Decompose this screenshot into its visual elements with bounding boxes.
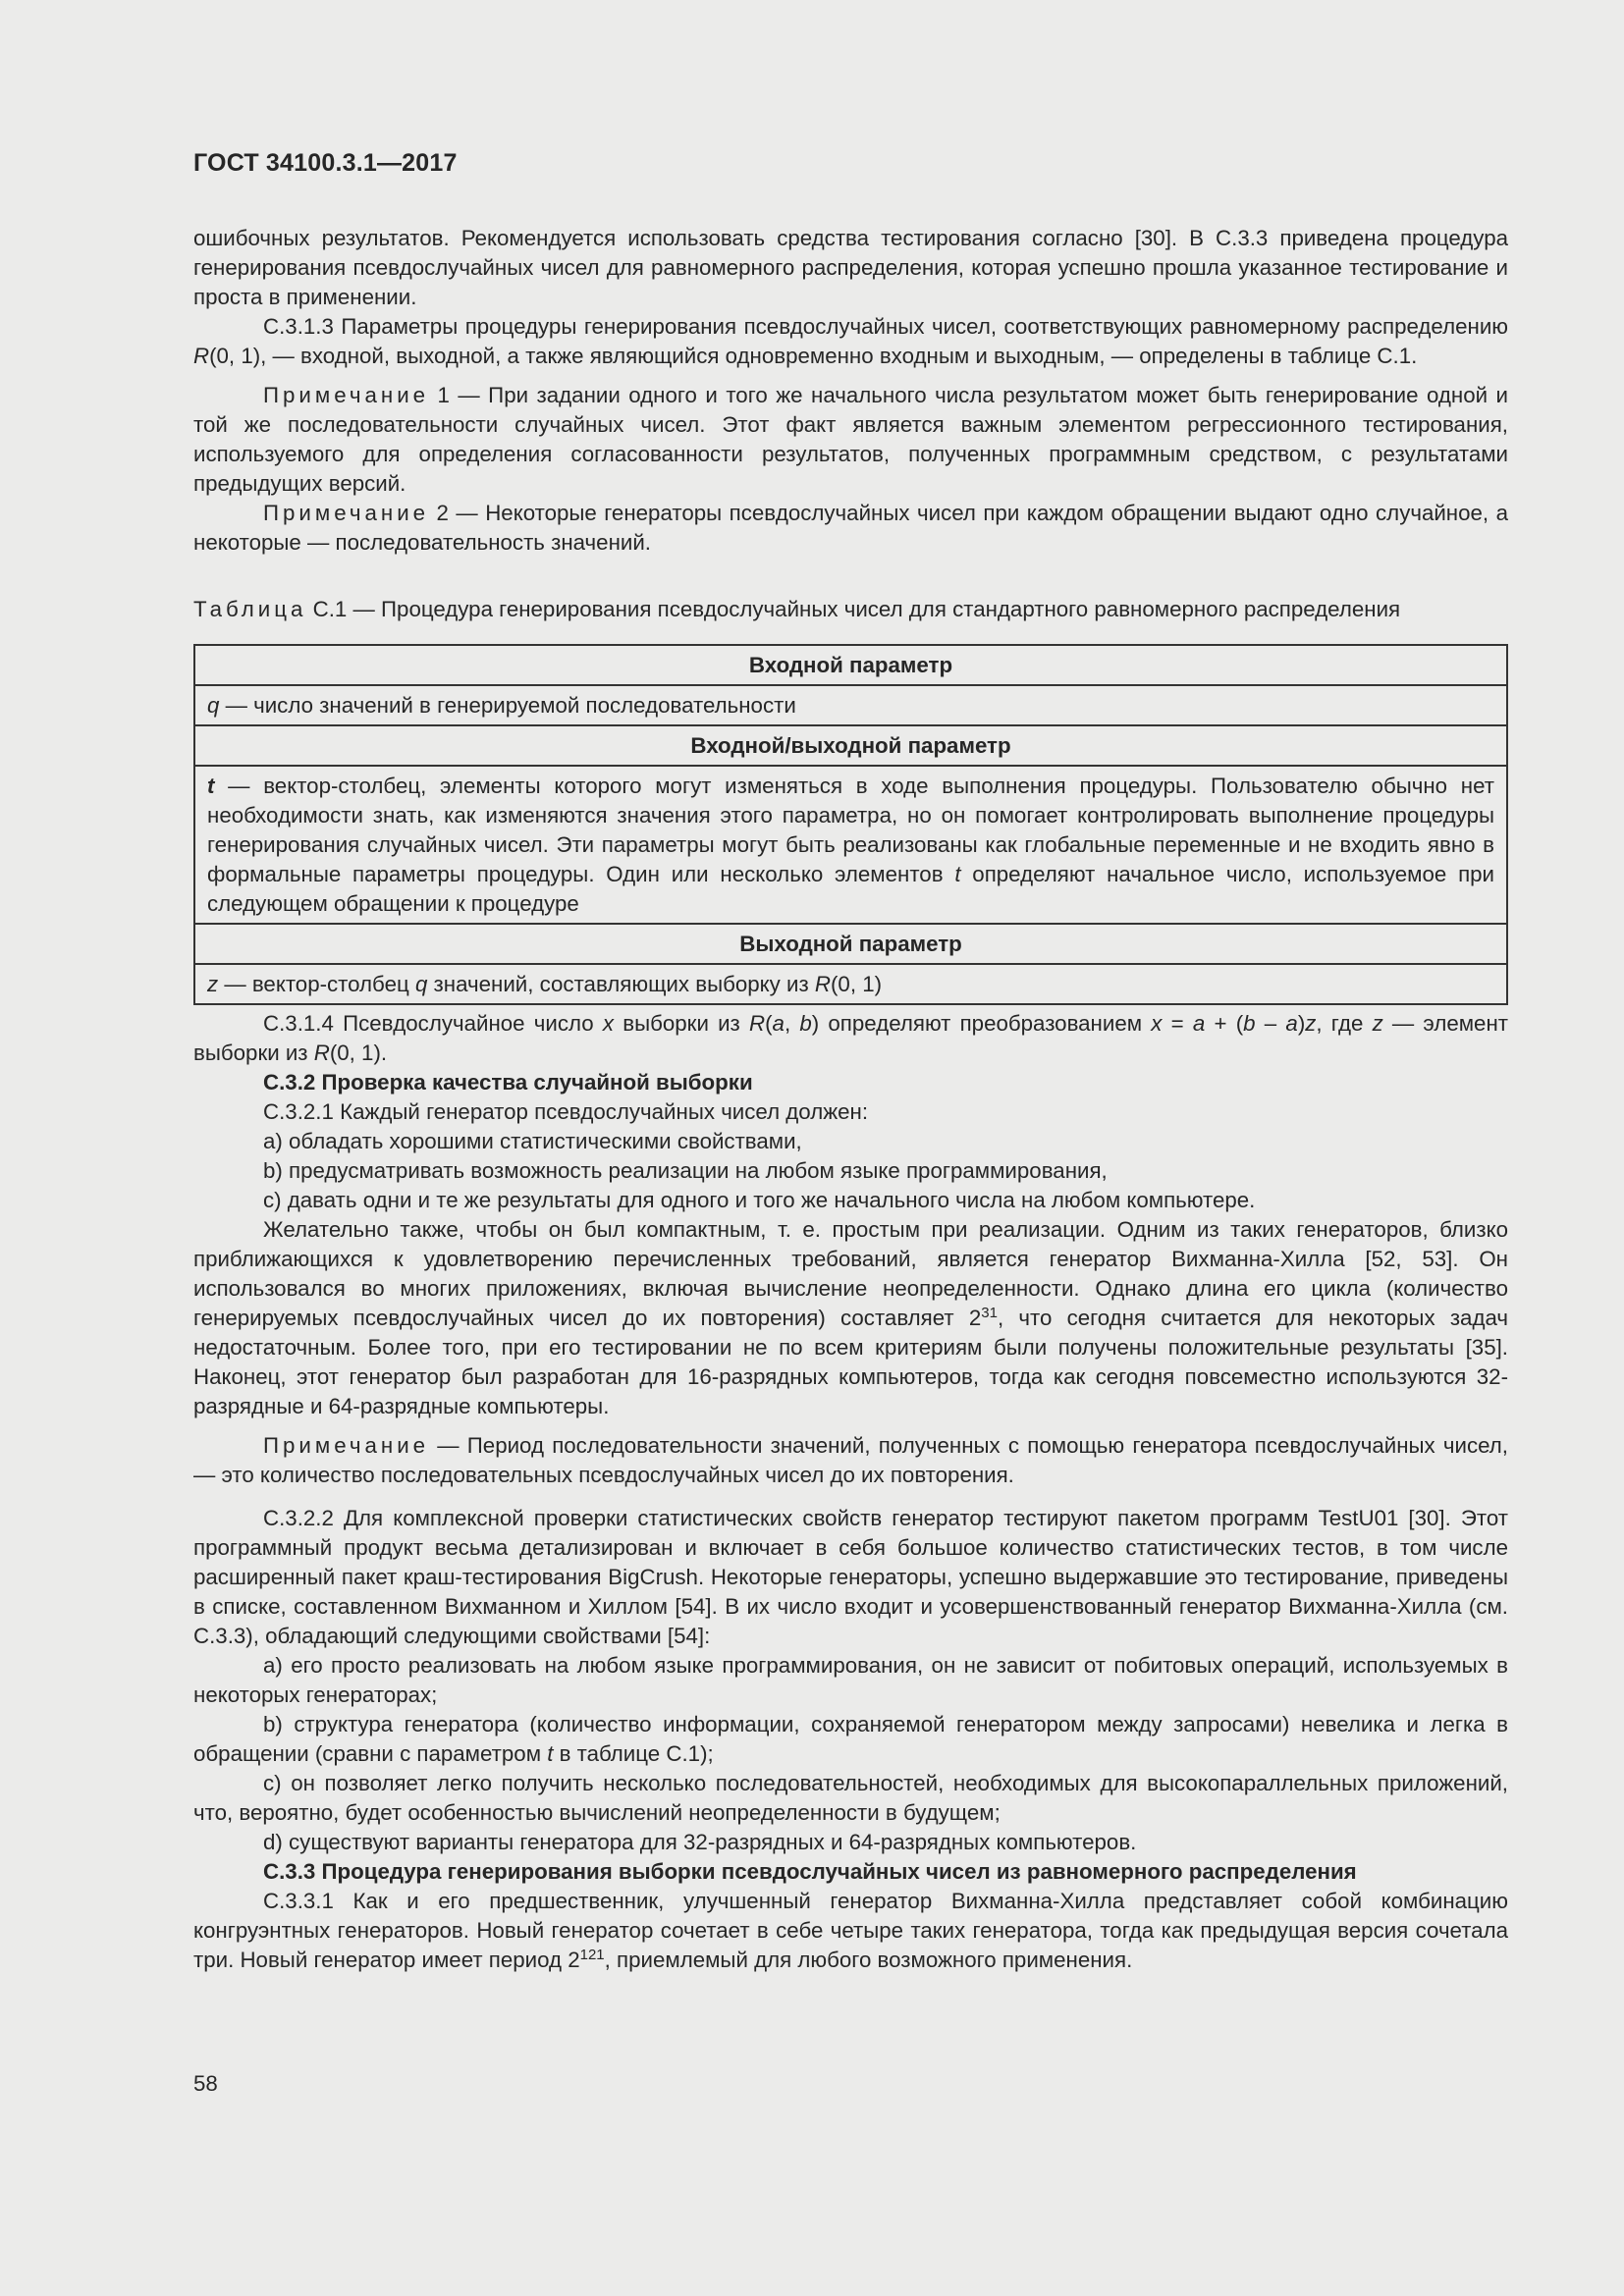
note-text: — Период последовательности значений, полученных с помощью генератора псевдослучайных чисел, — это количество последовательных псевдослучайных чисел до их повторения. bbox=[193, 1433, 1508, 1487]
list-item bbox=[193, 1710, 1508, 1769]
variable: R bbox=[749, 1011, 766, 1036]
text-span: ) bbox=[1297, 1011, 1306, 1036]
variable: z bbox=[1372, 1011, 1383, 1036]
text-span: + ( bbox=[1205, 1011, 1244, 1036]
variable: R bbox=[193, 344, 210, 368]
list-item: d) существуют варианты генератора для 32-разрядных и 64-разрядных компьютеров. bbox=[263, 1830, 1137, 1854]
text-span: — вектор-столбец, элементы которого могут изменяться в ходе выполнения процедуры. Пользователю обычно нет необходимости знать, как изменяются значения этого параметра, но он помогает контролировать выполнение процедуры генерирования случайных чисел. Эти параметры могут быть реализованы как глобальные переменные и не входить явно в формальные параметры процедуры. Один или несколько элементов bbox=[207, 774, 1494, 886]
text-span: ) определяют преобразованием bbox=[811, 1011, 1152, 1036]
variable: b bbox=[1243, 1011, 1256, 1036]
text-span: , bbox=[784, 1011, 800, 1036]
section-heading-c32: С.3.2 Проверка качества случайной выборки bbox=[263, 1070, 753, 1095]
parameters-table bbox=[193, 644, 1508, 1005]
text-span: – bbox=[1255, 1011, 1286, 1036]
note-text: — Некоторые генераторы псевдослучайных чисел при каждом обращении выдают одно случайное, а некоторые — последовательность значений. bbox=[193, 501, 1508, 555]
list-item: c) он позволяет легко получить несколько последовательностей, необходимых для высокопараллельных приложений, что, вероятно, будет особенностью вычислений неопределенности в будущем; bbox=[193, 1771, 1508, 1825]
variable: x bbox=[1151, 1011, 1163, 1036]
variable: q bbox=[207, 693, 220, 718]
table-caption bbox=[193, 595, 1508, 624]
list-item: b) предусматривать возможность реализации на любом языке программирования, bbox=[263, 1158, 1108, 1183]
variable: a bbox=[1192, 1011, 1206, 1036]
note bbox=[193, 1431, 1508, 1490]
text-span: , приемлемый для любого возможного применения. bbox=[604, 1948, 1133, 1972]
paragraph-c313 bbox=[193, 312, 1508, 371]
text-span: С.3.1.3 Параметры процедуры генерирования псевдослучайных чисел, соответствующих равномерному распределению bbox=[263, 314, 1508, 339]
text-span: (0, 1), — входной, выходной, а также являющийся одновременно входным и выходным, — определены в таблице С.1. bbox=[209, 344, 1418, 368]
caption-text: С.1 — Процедура генерирования псевдослучайных чисел для стандартного равномерного распределения bbox=[306, 597, 1401, 621]
text-span: b) структура генератора (количество информации, сохраняемой генератором между запросами) невелика и легка в обращении (сравни с параметром bbox=[193, 1712, 1508, 1766]
variable: z bbox=[1305, 1011, 1317, 1036]
note-number: 2 bbox=[429, 501, 449, 525]
text-span: Желательно также, чтобы он был компактным, т. е. простым при реализации. Одним из таких генераторов, близко приближающихся к удовлетворению перечисленных требований, является генератор Вихманна-Хилла [52, 53]. Он использовался во многих приложениях, включая вычисление неопределенности. Однако длина его цикла (количество генерируемых псевдослучайных чисел до их повторения) составляет 2 bbox=[193, 1217, 1508, 1330]
variable: a bbox=[772, 1011, 785, 1036]
table-row bbox=[194, 725, 1507, 766]
table-row bbox=[194, 685, 1507, 725]
document-page bbox=[193, 0, 1508, 2296]
section-heading-c33: С.3.3 Процедура генерирования выборки псевдослучайных чисел из равномерного распределения bbox=[263, 1859, 1357, 1884]
io-header-cell: Входной/выходной параметр bbox=[194, 725, 1507, 766]
paragraph-c331 bbox=[193, 1887, 1508, 1975]
table-row bbox=[194, 924, 1507, 964]
output-cell bbox=[194, 964, 1507, 1004]
variable: t bbox=[547, 1741, 554, 1766]
text-span: ( bbox=[765, 1011, 773, 1036]
variable: b bbox=[799, 1011, 812, 1036]
page-number: 58 bbox=[193, 2071, 218, 2096]
text-span: в таблице С.1); bbox=[553, 1741, 714, 1766]
list-item: c) давать одни и те же результаты для одного и того же начального числа на любом компьютере. bbox=[263, 1188, 1256, 1212]
variable: R bbox=[814, 972, 831, 996]
text-span: выборки из bbox=[614, 1011, 749, 1036]
caption-label: Таблица bbox=[193, 597, 307, 621]
text-span: С.3.3.1 Как и его предшественник, улучшенный генератор Вихманна-Хилла представляет собой комбинацию конгруэнтных генераторов. Новый генератор сочетает в себе четыре таких генератора, тогда как предыдущая версия сочетала три. Новый генератор имеет период 2 bbox=[193, 1889, 1508, 1972]
output-header-cell: Выходной параметр bbox=[194, 924, 1507, 964]
document-body bbox=[193, 224, 1508, 1975]
text-span: С.3.1.4 Псевдослучайное число bbox=[263, 1011, 603, 1036]
list-item: a) обладать хорошими статистическими свойствами, bbox=[263, 1129, 802, 1153]
note-label: Примечание bbox=[263, 1433, 430, 1458]
paragraph-c322: С.3.2.2 Для комплексной проверки статистических свойств генератор тестируют пакетом программ TestU01 [30]. Этот программный продукт весьма детализирован и включает в себя большое количество статистических тестов, в том числе расширенный пакет краш-тестирования BigCrush. Некоторые генераторы, успешно выдержавшие это тестирование, приведены в списке, составленном Вихманном и Хиллом [54]. В их число входит и усовершенствованный генератор Вихманна-Хилла (см. С.3.3), обладающий следующими свойствами [54]: bbox=[193, 1506, 1508, 1648]
variable: t bbox=[207, 774, 215, 798]
paragraph bbox=[193, 1215, 1508, 1421]
table-row bbox=[194, 645, 1507, 685]
superscript: 121 bbox=[579, 1947, 605, 1963]
input-header-cell: Входной параметр bbox=[194, 645, 1507, 685]
variable: q bbox=[414, 972, 428, 996]
text-span: = bbox=[1162, 1011, 1193, 1036]
input-cell bbox=[194, 685, 1507, 725]
note-label: Примечание bbox=[263, 501, 430, 525]
text-span: (0, 1) bbox=[831, 972, 883, 996]
document-code-header: ГОСТ 34100.3.1—2017 bbox=[193, 149, 458, 177]
note-label: Примечание bbox=[263, 383, 430, 407]
text-span: определяют начальное число, используемое при следующем обращении к процедуре bbox=[207, 862, 1494, 916]
variable: t bbox=[954, 862, 961, 886]
note-text: — При задании одного и того же начального числа результатом может быть генерирование одной и той же последовательности случайных чисел. Этот факт является важным элементом регрессионного тестирования, используемого для определения согласованности результатов, полученных программным средством, с результатами предыдущих версий. bbox=[193, 383, 1508, 496]
text-span: — число значений в генерируемой последовательности bbox=[219, 693, 796, 718]
text-span: , где bbox=[1316, 1011, 1373, 1036]
list-item: а) его просто реализовать на любом языке программирования, он не зависит от побитовых операций, используемых в некоторых генераторах; bbox=[193, 1653, 1508, 1707]
note-2 bbox=[193, 499, 1508, 558]
note-number: 1 bbox=[429, 383, 450, 407]
paragraph-c314 bbox=[193, 1009, 1508, 1068]
text-span: — вектор-столбец bbox=[218, 972, 415, 996]
variable: a bbox=[1285, 1011, 1298, 1036]
variable: x bbox=[602, 1011, 615, 1036]
variable: z bbox=[207, 972, 219, 996]
note-1 bbox=[193, 381, 1508, 499]
variable: R bbox=[313, 1041, 330, 1065]
table-row bbox=[194, 766, 1507, 924]
text-span: (0, 1). bbox=[329, 1041, 388, 1065]
paragraph-c321: С.3.2.1 Каждый генератор псевдослучайных чисел должен: bbox=[263, 1099, 869, 1124]
text-span: — элемент выборки из bbox=[193, 1011, 1508, 1065]
superscript: 31 bbox=[981, 1305, 998, 1321]
text-span: значений, составляющих выборку из bbox=[427, 972, 815, 996]
table-row bbox=[194, 964, 1507, 1004]
paragraph: ошибочных результатов. Рекомендуется использовать средства тестирования согласно [30]. В С.3.3 приведена процедура генерирования псевдослучайных чисел для равномерного распределения, которая успешно прошла указанное тестирование и проста в применении. bbox=[193, 226, 1508, 309]
text-span: , что сегодня считается для некоторых задач недостаточным. Более того, при его тестировании не по всем критериям были получены положительные результаты [35]. Наконец, этот генератор был разработан для 16-разрядных компьютеров, тогда как сегодня повсеместно используются 32-разрядные и 64-разрядные компьютеры. bbox=[193, 1306, 1508, 1418]
io-cell bbox=[194, 766, 1507, 924]
